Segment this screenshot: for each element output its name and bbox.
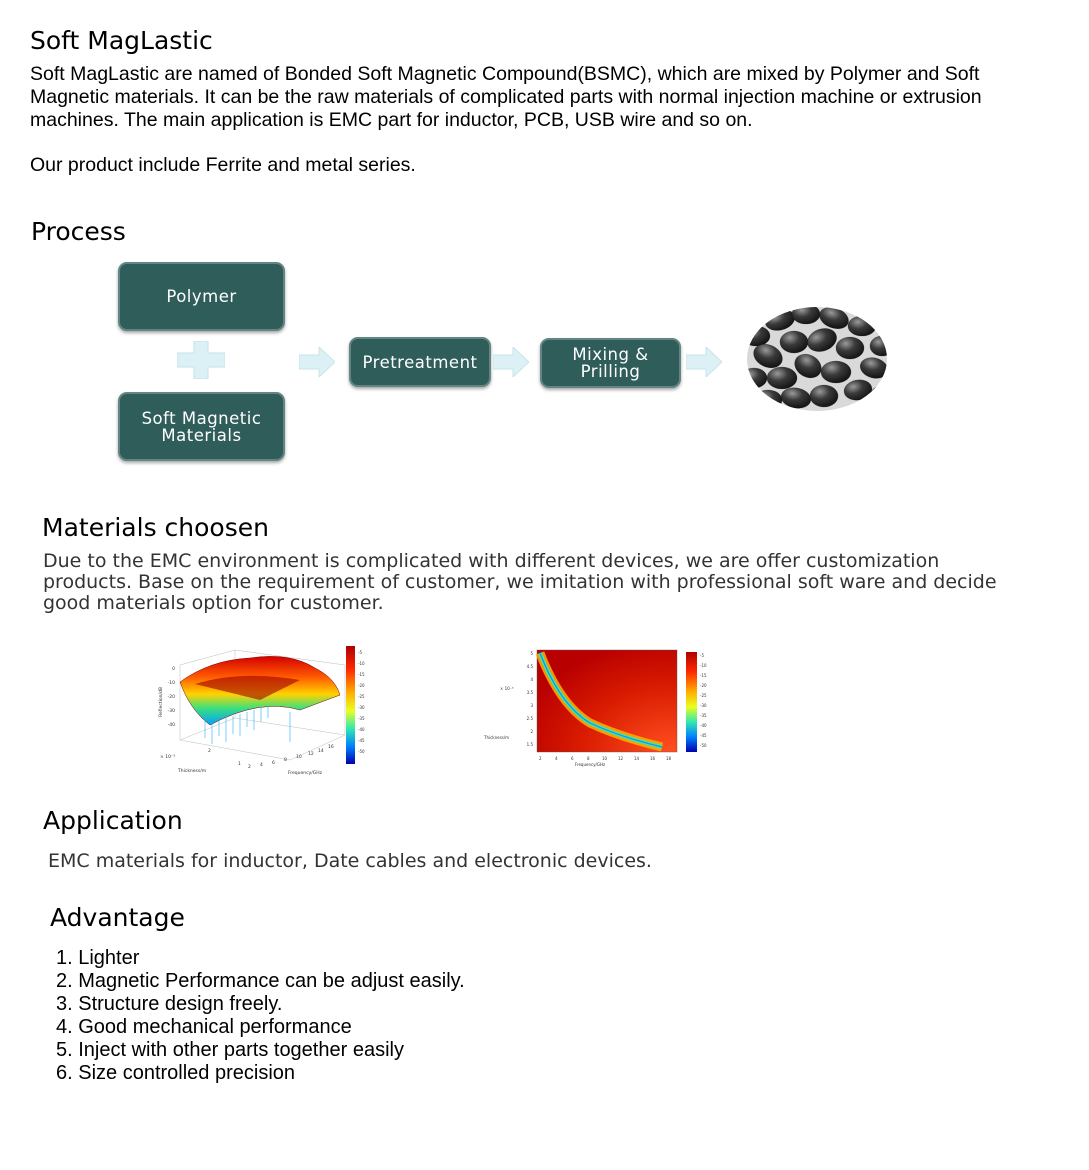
y-axis-label: Thickness/m [484,735,510,740]
materials-title: Materials choosen [42,513,269,542]
tick-label: 14 [318,749,324,754]
colorbar-tick: -50 [358,749,365,754]
tick-label: 4 [530,677,533,682]
tick-label: 4.5 [526,664,533,669]
pretreatment-label: Pretreatment [362,352,478,372]
colorbar-tick: -5 [358,650,362,655]
colorbar-tick: -40 [358,727,365,732]
mixing-label-1: Mixing & [572,345,649,364]
soft-magnetic-box [118,392,285,461]
tick-label: 4 [555,756,558,761]
intro-paragraph [30,63,1080,132]
colorbar-tick: -5 [700,653,704,658]
colorbar-tick: -40 [700,723,707,728]
tick-label: 14 [634,756,640,761]
tick-label: 2 [530,729,533,734]
z-axis-label: Frequency/GHz [288,771,322,776]
page-title: Soft MagLastic [30,26,213,55]
materials-paragraph [43,551,1083,614]
polymer-box [118,262,285,331]
tick-label: 12 [308,752,314,757]
materials-line-3: good materials option for customer. [43,592,384,614]
application-title: Application [43,806,183,835]
tick-label: 1 [238,762,241,767]
colorbar [346,646,355,764]
colorbar-tick: -35 [358,716,365,721]
products-line: Our product include Ferrite and metal series. [30,154,416,176]
list-item: 5. Inject with other parts together easily [56,1039,404,1061]
intro-line-2: Magnetic materials. It can be the raw materials of complicated parts with normal injection machine or extrusion [30,86,982,108]
tick-label: 10 [602,756,608,761]
tick-label: 6 [571,756,574,761]
list-item: 6. Size controlled precision [56,1062,296,1084]
intro-line-1: Soft MagLastic are named of Bonded Soft Magnetic Compound(BSMC), which are mixed by Polymer and Soft [30,63,980,85]
advantage-list [56,947,465,1085]
colorbar [686,652,697,752]
mixing-prilling-box [540,338,681,388]
colorbar-tick: -30 [700,703,707,708]
pellets-image [746,306,888,412]
exponent-label: × 10⁻³ [160,755,176,760]
process-title: Process [31,217,126,246]
plus-icon [177,341,225,379]
tick-label: 12 [618,756,624,761]
list-item: 1. Lighter [56,947,140,969]
tick-label: -30 [167,709,175,714]
tick-label: 4 [260,763,263,768]
colorbar-tick: -30 [358,705,365,710]
tick-label: 8 [284,758,287,763]
colorbar-tick: -25 [358,694,365,699]
tick-label: 3.5 [526,690,533,695]
tick-label: 16 [650,756,656,761]
polymer-label: Polymer [166,287,237,306]
tick-label: 2.5 [526,716,533,721]
list-item: 3. Structure design freely. [56,993,283,1015]
reflection-heatmap-chart [480,645,720,770]
arrow-right-icon [493,347,529,377]
exponent-label: × 10⁻³ [500,686,514,691]
colorbar-tick: -35 [700,713,707,718]
list-item: 2. Magnetic Performance can be adjust easily. [56,970,465,992]
colorbar-tick: -50 [700,743,707,748]
tick-label: -10 [167,681,175,686]
tick-label: 8 [587,756,590,761]
colorbar-tick: -10 [700,663,707,668]
pretreatment-box [349,337,491,387]
tick-label: 0 [172,667,175,672]
tick-label: 2 [248,765,251,770]
colorbar-tick: -20 [358,683,365,688]
tick-label: 5 [530,651,533,656]
x-axis-label: Frequency/GHz [574,762,606,767]
tick-label: -20 [167,695,175,700]
colorbar-tick: -45 [358,738,365,743]
arrow-right-icon [686,347,722,377]
colorbar-tick: -15 [700,673,707,678]
y-axis-label: Reflection/dB [159,687,164,717]
tick-label: 1.5 [526,742,533,747]
colorbar-tick: -45 [700,733,707,738]
advantage-title: Advantage [50,903,185,932]
tick-label: 2 [539,756,542,761]
application-text: EMC materials for inductor, Date cables and electronic devices. [48,850,652,872]
arrow-right-icon [299,347,335,377]
x-axis-label: Thickness/m [178,769,207,774]
tick-label: 2 [208,749,211,754]
tick-label: 18 [666,756,672,761]
materials-line-1: Due to the EMC environment is complicated with different devices, we are offer customization [43,550,940,572]
materials-line-2: products. Base on the requirement of customer, we imitation with professional soft ware and decide [43,571,997,593]
colorbar-tick: -25 [700,693,707,698]
tick-label: 10 [296,755,302,760]
tick-label: -40 [167,723,175,728]
intro-line-3: machines. The main application is EMC part for inductor, PCB, USB wire and so on. [30,109,753,131]
colorbar-tick: -20 [700,683,707,688]
colorbar-tick: -10 [358,661,365,666]
soft-magnetic-label-2: Materials [161,425,242,445]
reflection-3d-chart [150,640,380,780]
mixing-label-2: Prilling [580,362,641,381]
colorbar-tick: -15 [358,672,365,677]
list-item: 4. Good mechanical performance [56,1016,352,1038]
soft-magnetic-label-1: Soft Magnetic [141,408,262,428]
tick-label: 3 [530,703,533,708]
tick-label: 16 [328,745,334,750]
tick-label: 6 [272,761,275,766]
